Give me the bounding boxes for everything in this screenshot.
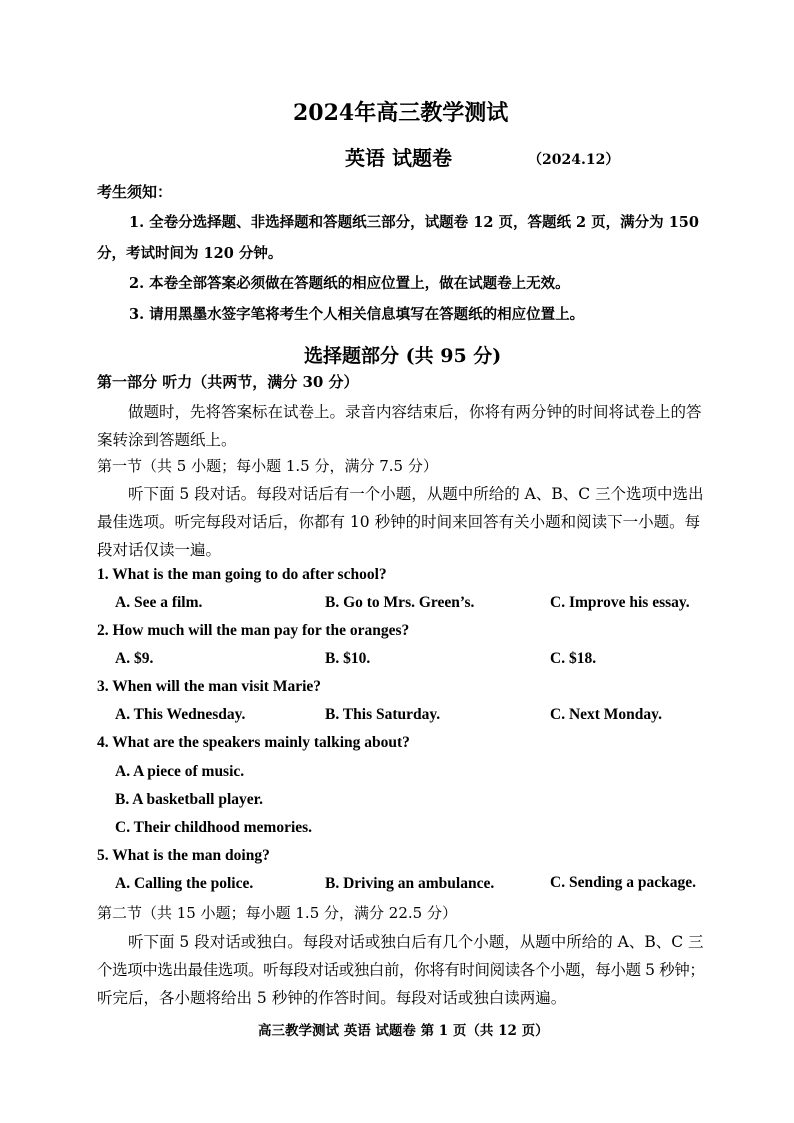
page-footer: 高三教学测试 英语 试题卷 第 1 页（共 12 页）: [258, 1023, 549, 1039]
part1-instruction-line-2: 案转涂到答题纸上。: [97, 431, 237, 449]
question-4-option-a: A. A piece of music.: [115, 763, 245, 780]
question-3-option-b: B. This Saturday.: [325, 706, 441, 723]
section2-instruction-line-1: 听下面 5 段对话或独白。每段对话或独白后有几个小题，从题中所给的 A、B、C 三: [128, 933, 704, 951]
exam-date: （2024.12）: [528, 152, 620, 168]
section1-instruction-line-3: 段对话仅读一遍。: [97, 541, 222, 559]
notice-heading: 考生须知：: [97, 183, 173, 201]
page-title: 2024年高三教学测试: [293, 100, 509, 126]
question-3-option-a: A. This Wednesday.: [115, 706, 246, 723]
notice-item-2: 2. 本卷全部答案必须做在答题纸的相应位置上，做在试题卷上无效。: [129, 275, 570, 292]
question-3: 3. When will the man visit Marie?: [97, 678, 322, 695]
question-1-option-b: B. Go to Mrs. Green’s.: [325, 594, 475, 611]
section-title: 选择题部分 (共 95 分): [304, 345, 502, 367]
question-1-option-a: A. See a film.: [115, 594, 203, 611]
question-5-option-a: A. Calling the police.: [115, 875, 254, 892]
section2-instruction-line-3: 听完后，各小题将给出 5 秒钟的作答时间。每段对话或独白读两遍。: [97, 989, 567, 1007]
part1-instruction-line-1: 做题时，先将答案标在试卷上。录音内容结束后，你将有两分钟的时间将试卷上的答: [128, 403, 702, 421]
question-5-option-c: C. Sending a package.: [550, 874, 696, 891]
section2-instruction-line-2: 个选项中选出最佳选项。听每段对话或独白前，你将有时间阅读各个小题，每小题 5 秒钟；: [97, 961, 705, 979]
question-2-option-a: A. $9.: [115, 650, 154, 667]
question-5: 5. What is the man doing?: [97, 847, 270, 864]
section1-instruction-line-1: 听下面 5 段对话。每段对话后有一个小题，从题中所给的 A、B、C 三个选项中选出: [128, 485, 704, 503]
notice-item-1-line-1: 1. 全卷分选择题、非选择题和答题纸三部分，试题卷 12 页，答题纸 2 页，满分为 150: [129, 214, 699, 231]
part1-heading: 第一部分 听力（共两节，满分 30 分）: [97, 373, 359, 391]
question-3-option-c: C. Next Monday.: [550, 706, 662, 723]
question-1-option-c: C. Improve his essay.: [550, 594, 690, 611]
section1-heading: 第一节（共 5 小题；每小题 1.5 分，满分 7.5 分）: [97, 457, 438, 475]
question-4-option-c: C. Their childhood memories.: [115, 819, 313, 836]
page-subtitle: 英语 试题卷: [345, 146, 452, 170]
question-5-option-b: B. Driving an ambulance.: [325, 875, 495, 892]
section2-heading: 第二节（共 15 小题；每小题 1.5 分，满分 22.5 分）: [97, 904, 457, 922]
question-4: 4. What are the speakers mainly talking about?: [97, 734, 410, 751]
question-2-option-b: B. $10.: [325, 650, 371, 667]
question-4-option-b: B. A basketball player.: [115, 791, 264, 808]
question-2: 2. How much will the man pay for the oranges?: [97, 622, 410, 639]
question-2-option-c: C. $18.: [550, 650, 597, 667]
notice-item-1-line-2: 分，考试时间为 120 分钟。: [97, 245, 283, 262]
question-1: 1. What is the man going to do after school?: [97, 566, 387, 583]
section1-instruction-line-2: 最佳选项。听完每段对话后，你都有 10 秒钟的时间来回答有关小题和阅读下一小题。每: [97, 513, 701, 531]
notice-item-3: 3. 请用黑墨水签字笔将考生个人相关信息填写在答题纸的相应位置上。: [129, 306, 585, 323]
